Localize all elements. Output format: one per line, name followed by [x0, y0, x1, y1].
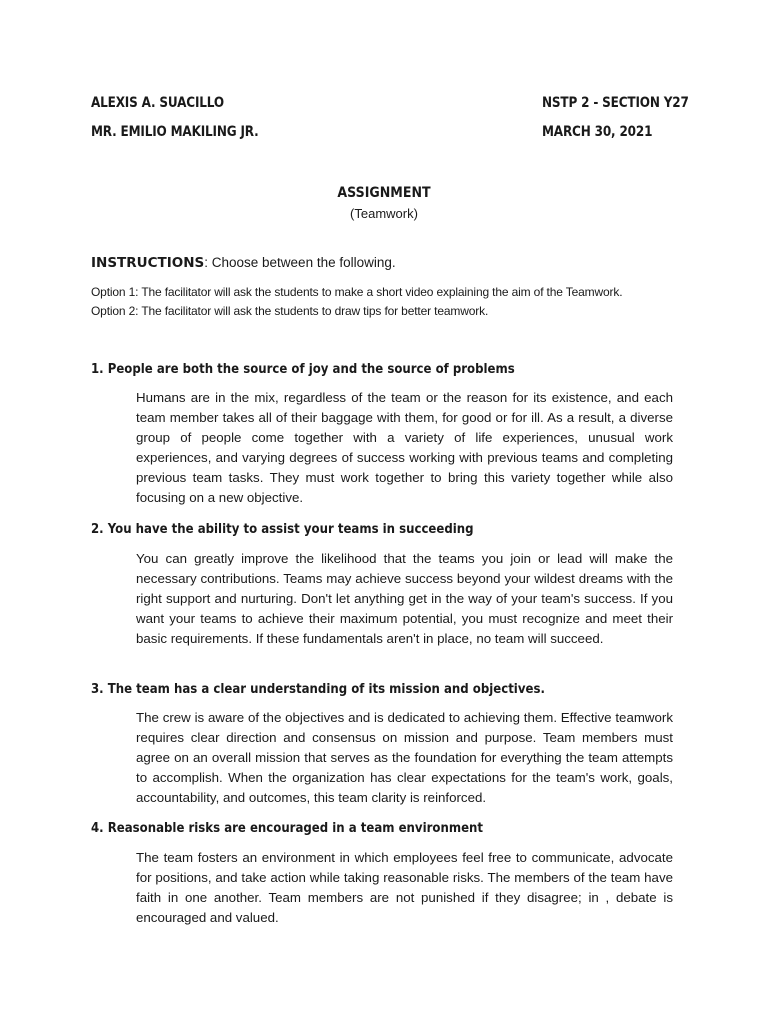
course-section: NSTP 2 - SECTION Y27 — [542, 95, 689, 111]
instructor-name: MR. EMILIO MAKILING JR. — [91, 124, 259, 140]
section-2-body: You can greatly improve the likelihood that the teams you join or lead will make the necessary contributions. Teams may achieve success beyond your wildest dreams with the right support and nurturing. Don't let anything get in the way of your team's success. If you want your teams to achieve their maximum potential, you must recognize and meet their basic requirements. If these fundamentals aren't in place, no team will succeed. — [136, 551, 673, 646]
instructions-text: : Choose between the following. — [204, 255, 396, 270]
section-1-body: Humans are in the mix, regardless of the team or the reason for its existence, and each team member takes all of their baggage with them, for good or for ill. As a result, a diverse group of people come together with a variety of life experiences, unusual work experiences, and varying degrees of success working with previous teams and completing previous team tasks. They must work together to bring this variety together while also focusing on a new objective. — [136, 390, 673, 505]
section-1-heading: 1. People are both the source of joy and the source of problems — [91, 361, 515, 377]
assignment-title: ASSIGNMENT — [337, 185, 431, 201]
section-4-body: The team fosters an environment in which employees feel free to communicate, advocate for positions, and take action while taking reasonable risks. The members of the team have faith in one another. Team members are not punished if they disagree; in , debate is encouraged and valued. — [136, 850, 673, 925]
submission-date: MARCH 30, 2021 — [542, 124, 653, 140]
assignment-subtitle: (Teamwork) — [350, 206, 418, 221]
student-name: ALEXIS A. SUACILLO — [91, 95, 224, 111]
instructions-label: INSTRUCTIONS — [91, 255, 205, 271]
option-2: Option 2: The facilitator will ask the students to draw tips for better teamwork. — [91, 304, 489, 318]
section-2-heading: 2. You have the ability to assist your teams in succeeding — [91, 521, 474, 537]
section-4-heading: 4. Reasonable risks are encouraged in a team environment — [91, 820, 484, 836]
section-3-body: The crew is aware of the objectives and is dedicated to achieving them. Effective teamwork requires clear direction and consensus on mission and purpose. Team members must agree on an overall mission that serves as the foundation for everything the team attempts to accomplish. When the organization has clear expectations for the team's work, goals, accountability, and outcomes, this team clarity is reinforced. — [136, 710, 673, 805]
option-1: Option 1: The facilitator will ask the students to make a short video explaining the aim of the Teamwork. — [91, 285, 623, 299]
instructions — [91, 255, 396, 271]
section-3-heading: 3. The team has a clear understanding of its mission and objectives. — [91, 681, 545, 697]
